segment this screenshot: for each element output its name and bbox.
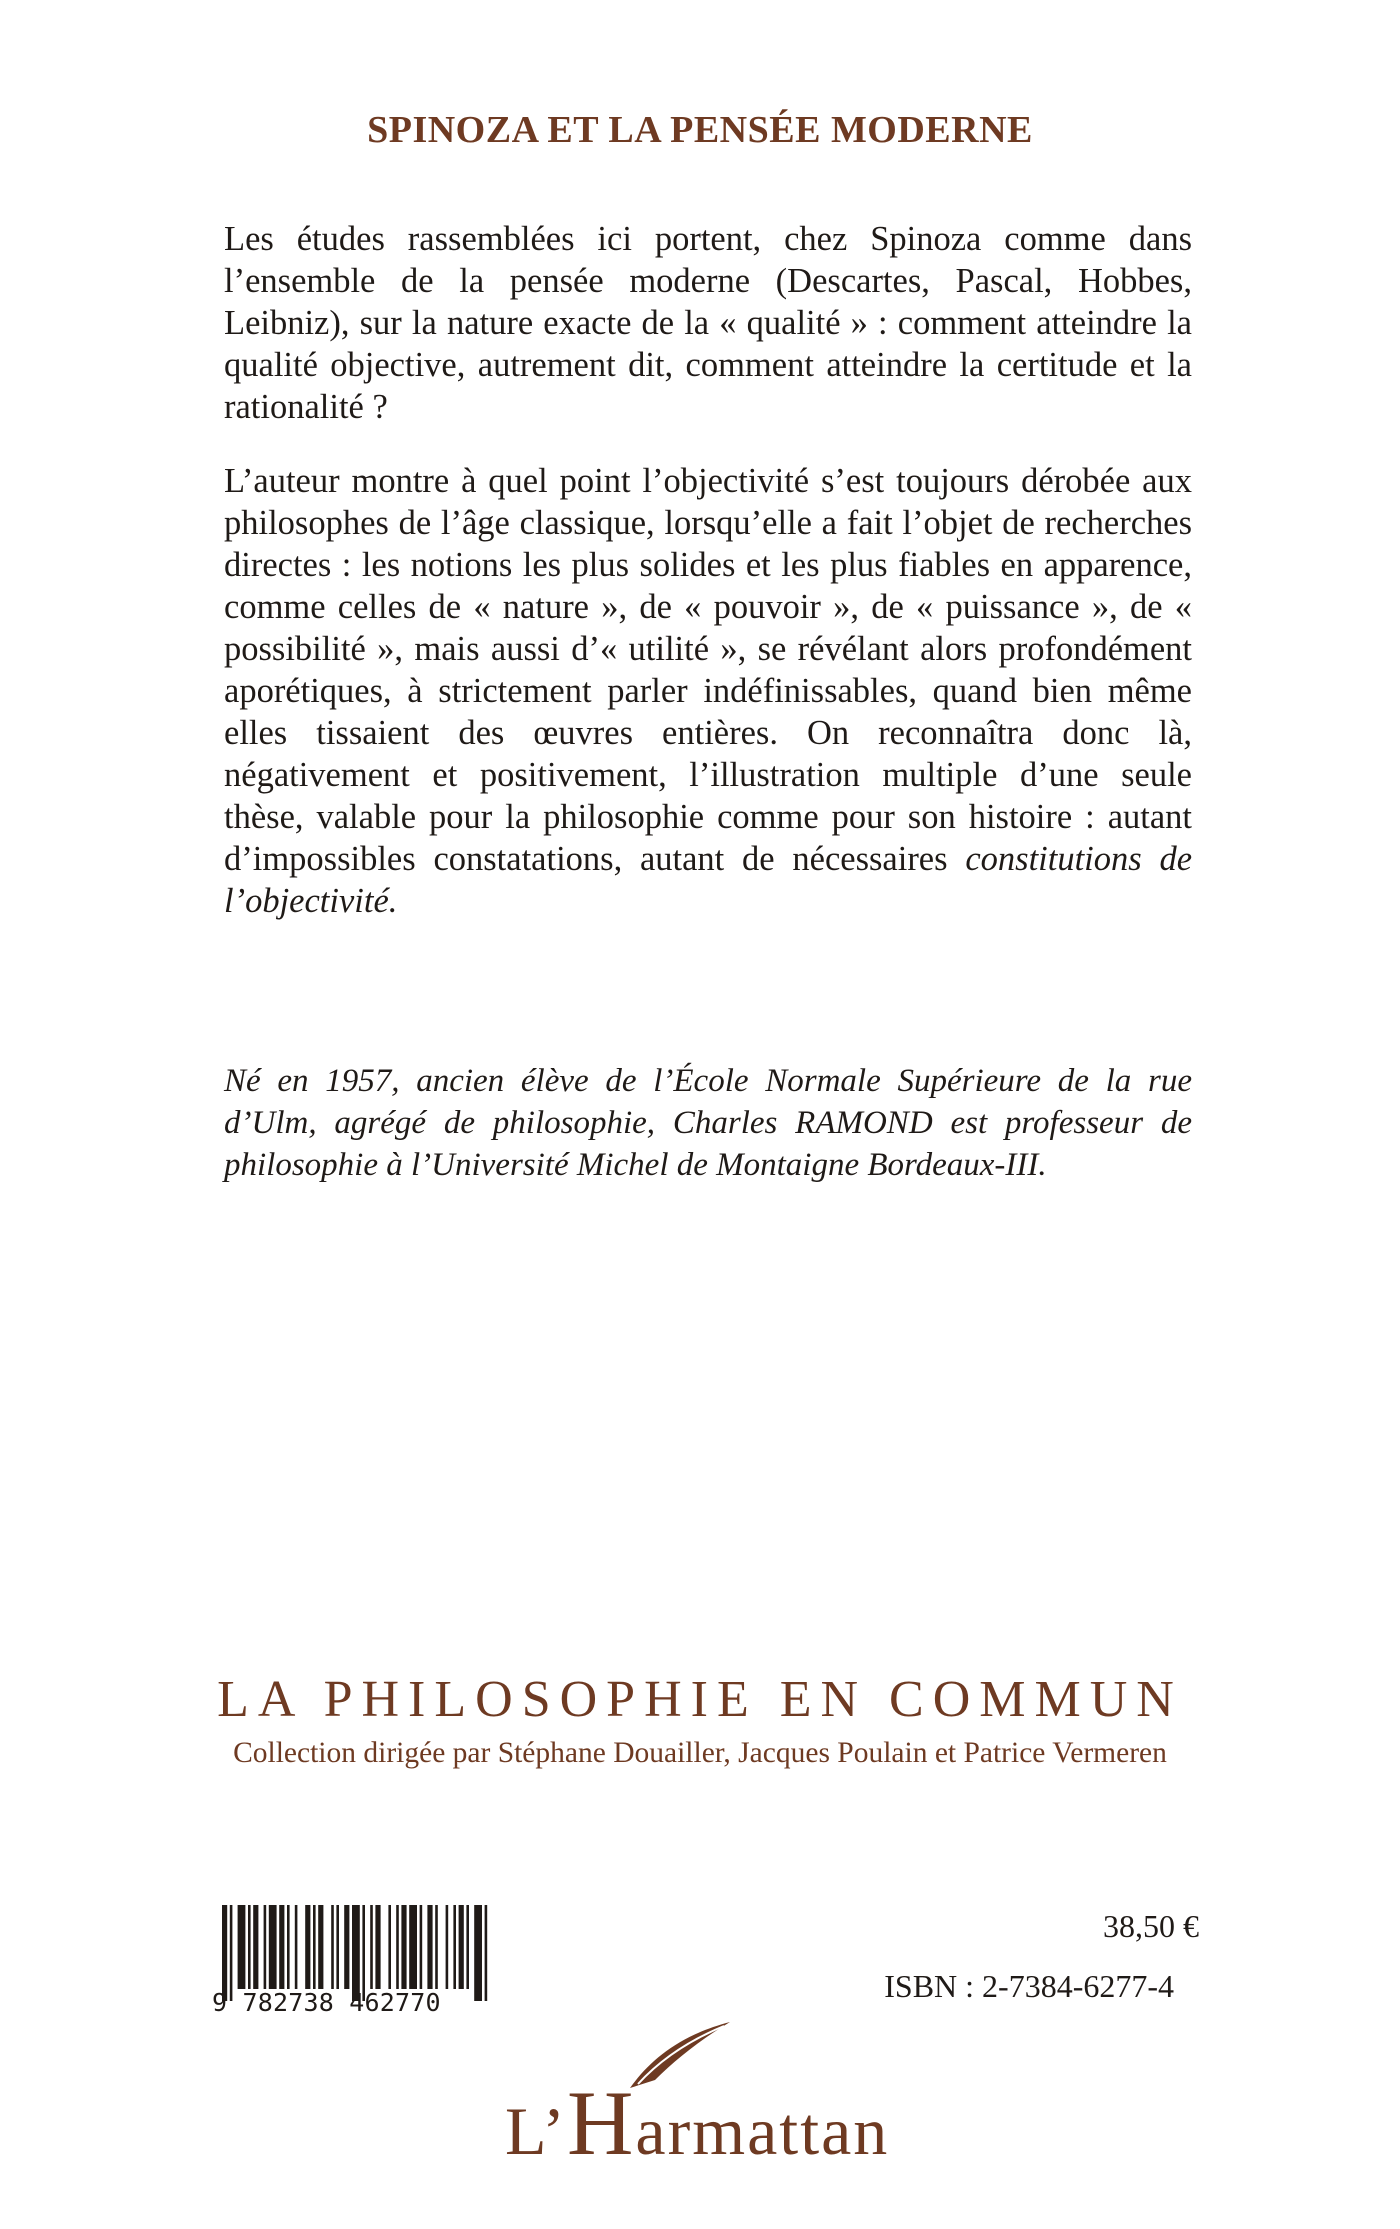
barcode-bar [313, 1905, 316, 1989]
publisher-logo [505, 2020, 905, 2174]
barcode-bar [375, 1905, 380, 1989]
barcode-digits: 9 782738 462770 [212, 1988, 441, 2017]
barcode-bar [305, 1905, 310, 1989]
publisher-name [505, 2070, 889, 2176]
barcode-bar [279, 1905, 284, 1989]
barcode-bar [264, 1905, 267, 1989]
barcode-bar [238, 1905, 246, 1989]
barcode-bar [287, 1905, 290, 1989]
barcode-bar [295, 1905, 298, 1989]
barcode-bar [388, 1905, 391, 1989]
barcode-bar [344, 1905, 349, 1989]
isbn: ISBN : 2-7384-6277-4 [884, 1968, 1174, 2004]
paragraph-2-italic: constitutions de l’objectivité. [224, 840, 1193, 920]
barcode-bar [269, 1905, 277, 1989]
barcode-bar [222, 1905, 227, 2001]
barcode-bars [222, 1905, 492, 2001]
barcode-bar [453, 1905, 456, 1989]
description-paragraph-1 [224, 218, 1192, 428]
barcode-bar [459, 1905, 464, 1989]
barcode-bar [352, 1905, 360, 2001]
paragraph-2-text [224, 460, 1192, 922]
barcode-bar [336, 1905, 339, 1989]
barcode-bar [409, 1905, 417, 1989]
barcode-bar [485, 1905, 488, 2001]
barcode-bar [230, 1905, 233, 2001]
barcode-bar [420, 1905, 423, 1989]
author-bio: Né en 1957, ancien élève de l’École Normale Supérieure de la rue d’Ulm, agrégé de philosophie, Charles RAMOND est professeur de philosophie à l’Université Michel de Montaigne Bordeaux-III. [224, 1063, 1192, 1183]
barcode-bar [331, 1905, 334, 1989]
book-title: SPINOZA ET LA PENSÉE MODERNE [367, 109, 1033, 151]
series-title: LA PHILOSOPHIE EN COMMUN [217, 1671, 1183, 1728]
barcode-bar [446, 1905, 449, 1989]
description-paragraph-2 [224, 460, 1192, 922]
series-editors: Collection dirigée par Stéphane Douailler, Jacques Poulain et Patrice Vermeren [233, 1737, 1167, 1769]
paragraph-1-text: Les études rassemblées ici portent, chez Spinoza comme dans l’ensemble de la pensée moderne (Descartes, Pascal, Hobbes, Leibniz), sur la nature exacte de la « qualité » : comment atteindre la qualité objective, autrement dit, comment atteindre la certitude et la rationalité ? [224, 220, 1192, 426]
barcode-bar [427, 1905, 432, 1989]
barcode-bar [396, 1905, 399, 1989]
barcode-bar [401, 1905, 406, 1989]
barcode-bar [474, 1905, 482, 2001]
paragraph-2-body: L’auteur montre à quel point l’objectivité s’est toujours dérobée aux philosophes de l’âge classique, lorsqu’elle a fait l’objet de recherches directes : les notions les plus solides et les plus fiables en apparence, comme celles de « nature », de « pouvoir », de « puissance », de « possibilité », mais aussi d’« utilité », se révélant alors profondément aporétiques, à strictement parler indéfinissables, quand bien même elles tissaient des œuvres entières. On reconnaîtra donc là, négativement et positivement, l’illustration multiple d’une seule thèse, valable pour la philosophie comme pour son histoire : autant d’impossibles constatations, autant de nécessaires [224, 462, 1192, 878]
price: 38,50 € [1103, 1908, 1199, 1944]
publisher-initial: H [566, 2072, 636, 2174]
barcode-bar [253, 1905, 258, 1989]
publisher-prefix: L’ [505, 2093, 567, 2169]
publisher-rest: armattan [635, 2093, 890, 2169]
barcode-bar [466, 1905, 469, 1989]
barcode-bar [248, 1905, 251, 1989]
barcode-bar [362, 1905, 365, 2001]
barcode-bar [435, 1905, 438, 1989]
barcode-bar [318, 1905, 323, 1989]
barcode-bar [370, 1905, 373, 1989]
